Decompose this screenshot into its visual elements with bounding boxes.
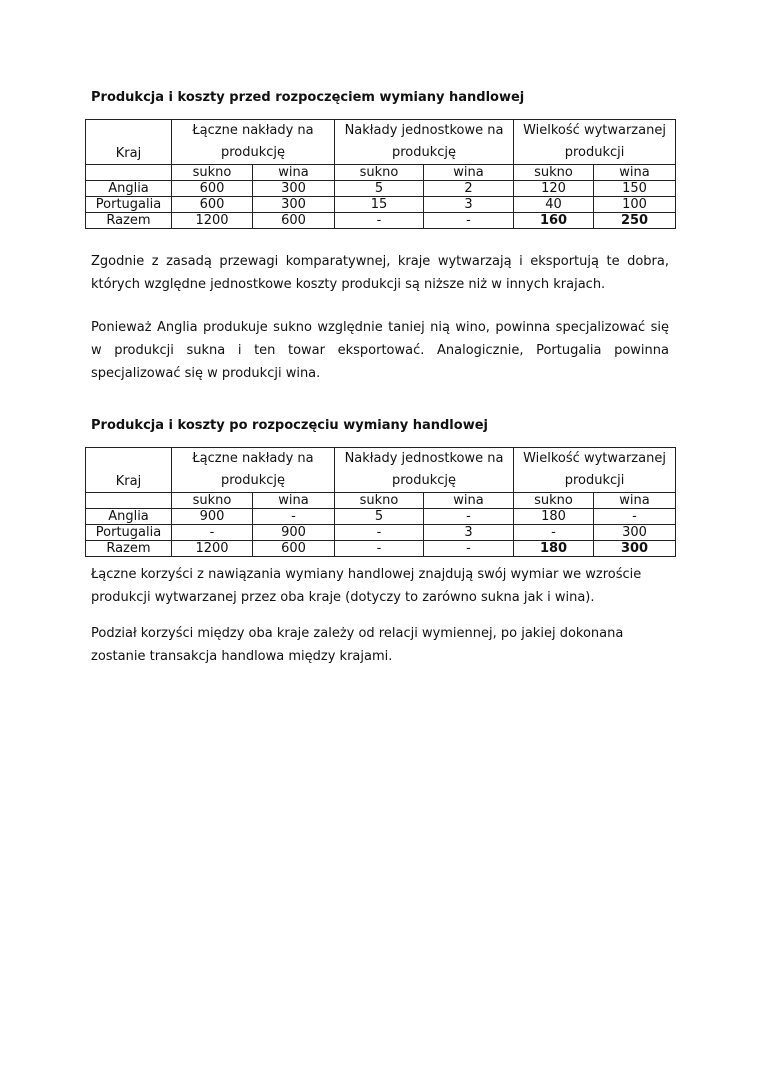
table-cell: -	[424, 541, 514, 557]
table-cell: 100	[594, 197, 676, 213]
subheader-cell: sukno	[172, 493, 253, 509]
subheader-cell: wina	[594, 165, 676, 181]
empty-cell	[86, 493, 172, 509]
subheader-cell: wina	[594, 493, 676, 509]
table-total-row	[86, 213, 676, 229]
table-cell: 5	[335, 181, 424, 197]
table-subheader-row	[86, 493, 676, 509]
subheader-cell: wina	[253, 493, 335, 509]
subheader-cell: wina	[253, 165, 335, 181]
table-cell: -	[594, 509, 676, 525]
group-header: Wielkość wytwarzanej produkcji	[514, 448, 676, 493]
kraj-header: Kraj	[86, 120, 172, 165]
table-cell: -	[335, 213, 424, 229]
group-header: Nakłady jednostkowe na produkcję	[335, 448, 514, 493]
subheader-cell: wina	[424, 165, 514, 181]
group-header: Łączne nakłady na produkcję	[172, 120, 335, 165]
table-cell: -	[424, 213, 514, 229]
country-cell: Anglia	[86, 181, 172, 197]
table-cell: 1200	[172, 541, 253, 557]
table-cell: -	[424, 509, 514, 525]
table-before-trade	[85, 119, 676, 229]
country-cell: Portugalia	[86, 197, 172, 213]
table-cell: 600	[253, 541, 335, 557]
table-row	[86, 181, 676, 197]
paragraph: Ponieważ Anglia produkuje sukno względnie taniej nią wino, powinna specjalizować się w produkcji sukna i ten towar eksportować. Analogicznie, Portugalia powinna specjalizować się w produkcji wina.	[91, 320, 669, 381]
table-cell: 120	[514, 181, 594, 197]
paragraph: Podział korzyści między oba kraje zależy od relacji wymiennej, po jakiej dokonana zostanie transakcja handlowa między krajami.	[91, 626, 624, 664]
table-cell: 40	[514, 197, 594, 213]
table-row	[86, 525, 676, 541]
subheader-cell: sukno	[335, 165, 424, 181]
table-after-trade	[85, 447, 676, 557]
empty-cell	[86, 165, 172, 181]
table-row	[86, 197, 676, 213]
table-cell: 300	[253, 181, 335, 197]
table-cell: 150	[594, 181, 676, 197]
paragraph: Łączne korzyści z nawiązania wymiany handlowej znajdują swój wymiar we wzroście produkcji wytwarzanej przez oba kraje (dotyczy to zarówno sukna jak i wina).	[91, 567, 642, 605]
section2-title: Produkcja i koszty po rozpoczęciu wymiany handlowej	[91, 418, 488, 433]
table-cell: 5	[335, 509, 424, 525]
subheader-cell: sukno	[172, 165, 253, 181]
table-cell-total: 300	[594, 541, 676, 557]
table-cell: 3	[424, 525, 514, 541]
table-header-row	[86, 448, 676, 493]
table-cell: 900	[172, 509, 253, 525]
subheader-cell: wina	[424, 493, 514, 509]
table-row	[86, 509, 676, 525]
group-header: Łączne nakłady na produkcję	[172, 448, 335, 493]
group-header: Nakłady jednostkowe na produkcję	[335, 120, 514, 165]
group-header: Wielkość wytwarzanej produkcji	[514, 120, 676, 165]
country-cell: Razem	[86, 213, 172, 229]
table-cell: 300	[253, 197, 335, 213]
section1-title: Produkcja i koszty przed rozpoczęciem wymiany handlowej	[91, 90, 525, 105]
country-cell: Portugalia	[86, 525, 172, 541]
country-cell: Razem	[86, 541, 172, 557]
table-cell-total: 160	[514, 213, 594, 229]
subheader-cell: sukno	[335, 493, 424, 509]
table-cell: 900	[253, 525, 335, 541]
country-cell: Anglia	[86, 509, 172, 525]
table-subheader-row	[86, 165, 676, 181]
table-cell: -	[514, 525, 594, 541]
table-cell: 180	[514, 509, 594, 525]
table-cell: 3	[424, 197, 514, 213]
table-cell: 15	[335, 197, 424, 213]
table-cell: -	[172, 525, 253, 541]
table-cell: 1200	[172, 213, 253, 229]
table-cell: 300	[594, 525, 676, 541]
subheader-cell: sukno	[514, 493, 594, 509]
table-cell: 2	[424, 181, 514, 197]
table-cell: 600	[172, 197, 253, 213]
table-cell: 600	[172, 181, 253, 197]
table-cell-total: 180	[514, 541, 594, 557]
table-cell: -	[253, 509, 335, 525]
table-cell: 600	[253, 213, 335, 229]
paragraph: Zgodnie z zasadą przewagi komparatywnej, kraje wytwarzają i eksportują te dobra, których względne jednostkowe koszty produkcji są niższe niż w innych krajach.	[91, 254, 669, 292]
table-cell-total: 250	[594, 213, 676, 229]
table-cell: -	[335, 541, 424, 557]
table-header-row	[86, 120, 676, 165]
table-cell: -	[335, 525, 424, 541]
table-total-row	[86, 541, 676, 557]
kraj-header: Kraj	[86, 448, 172, 493]
subheader-cell: sukno	[514, 165, 594, 181]
